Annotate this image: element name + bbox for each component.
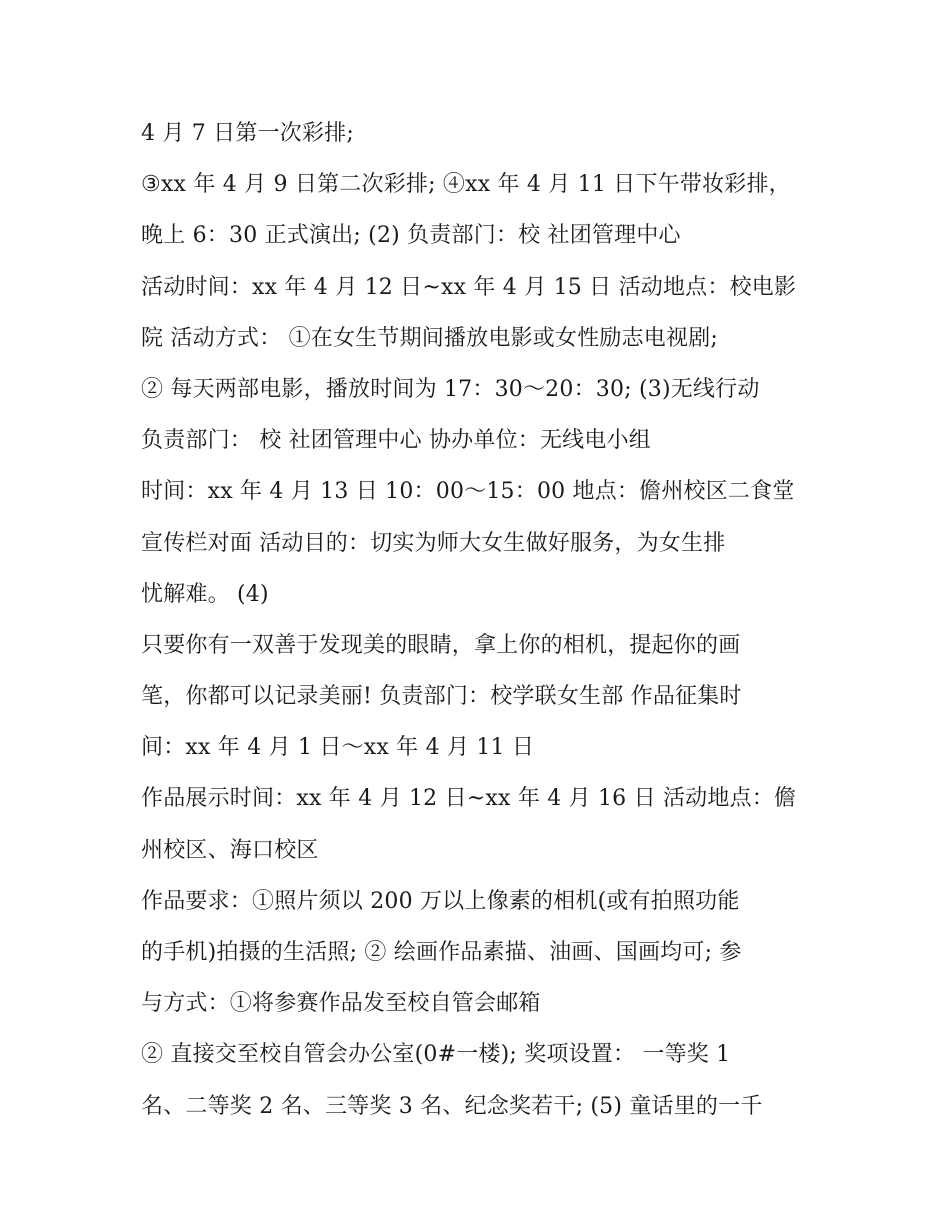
text-line: 与方式：①将参赛作品发至校自管会邮箱 (141, 991, 541, 1017)
text-line: 间：xx 年 4 月 1 日～xx 年 4 月 11 日 (141, 735, 535, 761)
text-line: 忧解难。 (4) (141, 581, 269, 607)
text-line: 时间：xx 年 4 月 13 日 10：00～15：00 地点：儋州校区二食堂 (141, 479, 795, 505)
text-line: 院 活动方式： ①在女生节期间播放电影或女性励志电视剧; (141, 325, 719, 351)
text-line: 晚上 6：30 正式演出; (2) 负责部门：校 社团管理中心 (141, 223, 681, 249)
text-line: 只要你有一双善于发现美的眼睛，拿上你的相机，提起你的画 (141, 632, 741, 658)
text-line: 活动时间：xx 年 4 月 12 日~xx 年 4 月 15 日 活动地点：校电影 (141, 274, 797, 300)
text-line: 宣传栏对面 活动目的：切实为师大女生做好服务，为女生排 (141, 530, 726, 556)
text-line: 的手机)拍摄的生活照; ② 绘画作品素描、油画、国画均可; 参 (141, 940, 742, 965)
text-line: ② 直接交至校自管会办公室(0#一楼); 奖项设置： 一等奖 1 (141, 1042, 731, 1068)
text-line: 笔，你都可以记录美丽! 负责部门：校学联女生部 作品征集时 (141, 684, 742, 710)
text-line: 负责部门： 校 社团管理中心 协办单位：无线电小组 (141, 428, 651, 454)
text-line: ② 每天两部电影，播放时间为 17：30～20：30; (3)无线行动 (141, 376, 760, 402)
text-line: ③xx 年 4 月 9 日第二次彩排; ④xx 年 4 月 11 日下午带妆彩排， (141, 172, 791, 198)
text-line: 4 月 7 日第一次彩排; (141, 121, 354, 146)
text-line: 名、二等奖 2 名、三等奖 3 名、纪念奖若干; (5) 童话里的一千 (141, 1093, 763, 1119)
document-body (141, 108, 821, 1132)
text-line: 作品展示时间：xx 年 4 月 12 日~xx 年 4 月 16 日 活动地点：儋 (141, 786, 797, 812)
text-line: 作品要求：①照片须以 200 万以上像素的相机(或有拍照功能 (141, 888, 740, 914)
text-line: 州校区、海口校区 (141, 837, 319, 863)
